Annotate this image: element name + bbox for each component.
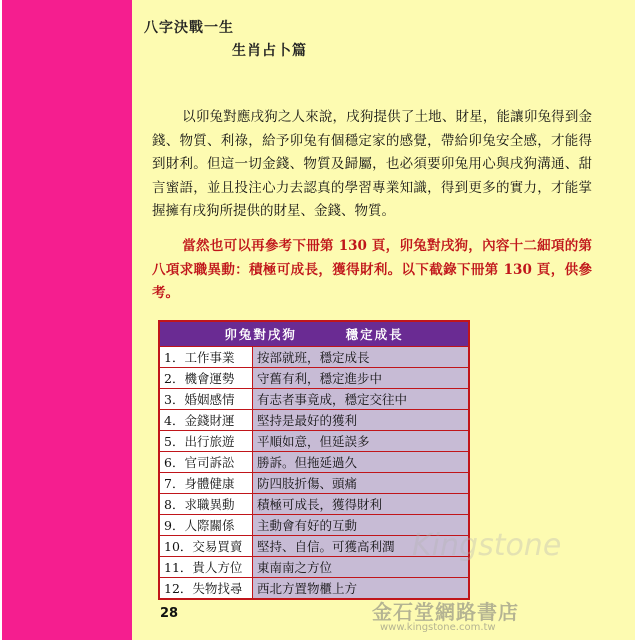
row-category: 12．失物找尋: [159, 578, 253, 600]
table-row: [159, 473, 469, 494]
page-number: 28: [160, 606, 179, 621]
book-page: [2, 0, 635, 640]
table-row: [159, 389, 469, 410]
side-color-bar: [2, 0, 132, 640]
table-row: [159, 347, 469, 368]
row-value: 有志者事竟成，穩定交往中: [253, 389, 470, 410]
body-paragraph: [152, 106, 592, 224]
running-header-subtitle: 生肖占卜篇: [232, 43, 307, 59]
body-paragraph-text: 以卯兔對應戌狗之人來說，戌狗提供了土地、財星，能讓卯兔得到金錢、物質、利祿，給予卯兔有個穩定家的感覺，帶給卯兔安全感，才能得到財利。但這一切金錢、物質及歸屬，也必須要卯兔用心與戌狗溝通、甜言蜜語，並且投注心力去認真的學習專業知識，得到更多的實力，才能掌握擁有戌狗所提供的財星、金錢、物質。: [152, 109, 592, 219]
row-category: 8．求職異動: [159, 494, 253, 515]
row-category: 9．人際關係: [159, 515, 253, 536]
row-category: 1．工作事業: [159, 347, 253, 368]
highlight-paragraph-text: 當然也可以再參考下冊第 130 頁，卯兔對戌狗，內容十二細項的第八項求職異動：積極可成長，獲得財利。以下截錄下冊第 130 頁，供參考。: [152, 238, 592, 301]
table-header-left: 卯兔對戌狗: [224, 327, 297, 342]
table-row: [159, 452, 469, 473]
page-content: [132, 0, 635, 640]
highlight-paragraph: [152, 235, 592, 306]
row-value: 積極可成長，獲得財利: [253, 494, 470, 515]
table-header-row: [159, 321, 469, 347]
table-row: [159, 368, 469, 389]
row-value: 平順如意，但延誤多: [253, 431, 470, 452]
row-category: 6．官司訴訟: [159, 452, 253, 473]
table-row: [159, 410, 469, 431]
row-category: 11．貴人方位: [159, 557, 253, 578]
row-category: 7．身體健康: [159, 473, 253, 494]
table-header-right: 穩定成長: [345, 327, 404, 342]
watermark-url: www.kingstone.com.tw: [380, 622, 496, 633]
row-category: 2．機會運勢: [159, 368, 253, 389]
row-value: 勝訴。但拖延過久: [253, 452, 470, 473]
watermark-logo: Kingstone: [412, 528, 562, 563]
row-value: 主動會有好的互動: [253, 515, 470, 536]
row-value: 東南南之方位: [253, 557, 470, 578]
row-category: 10．交易買賣: [159, 536, 253, 557]
table-header: [159, 321, 469, 347]
row-value: 西北方置物櫃上方: [253, 578, 470, 600]
row-value: 守舊有利，穩定進步中: [253, 368, 470, 389]
row-category: 5．出行旅遊: [159, 431, 253, 452]
table-row: [159, 431, 469, 452]
row-category: 4．金錢財運: [159, 410, 253, 431]
row-value: 堅持是最好的獲利: [253, 410, 470, 431]
row-value: 堅持、自信。可獲高利潤: [253, 536, 470, 557]
row-value: 按部就班，穩定成長: [253, 347, 470, 368]
row-value: 防四肢折傷、頭痛: [253, 473, 470, 494]
watermark-store-name: 金石堂網路書店: [372, 600, 519, 624]
table-row: [159, 494, 469, 515]
row-category: 3．婚姻感情: [159, 389, 253, 410]
running-header-title: 八字決戰一生: [144, 20, 234, 36]
